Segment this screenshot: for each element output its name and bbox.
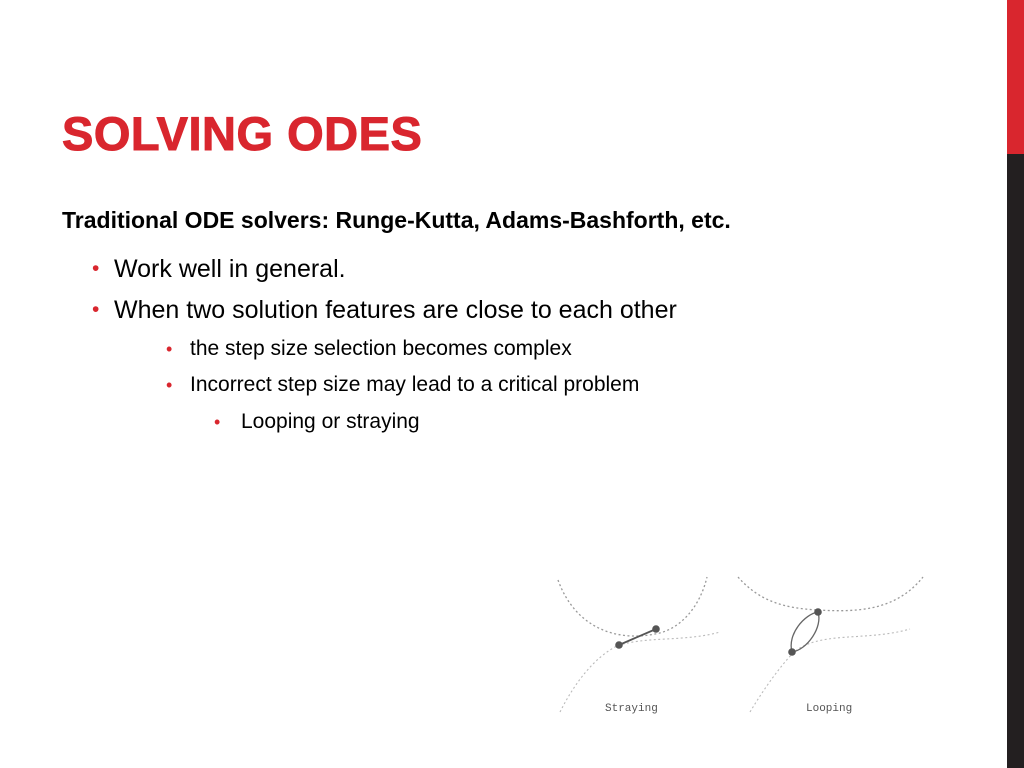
bullet-text: the step size selection becomes complex <box>190 337 572 360</box>
bullet-item <box>166 372 640 398</box>
looping-upper-curve <box>738 577 923 611</box>
bullet-dot: • <box>166 375 173 395</box>
bullet-dot: • <box>92 298 100 321</box>
bullet-dot: • <box>92 257 100 280</box>
accent-bar-dark <box>1007 154 1024 768</box>
straying-label: Straying <box>605 703 658 715</box>
accent-bar-red <box>1007 0 1024 154</box>
looping-start-point <box>788 648 796 656</box>
bullet-dot: • <box>214 412 221 432</box>
looping-diagram <box>738 577 923 715</box>
looping-lower-curve <box>750 629 910 712</box>
looping-end-point <box>814 608 822 616</box>
straying-step-segment <box>619 629 656 645</box>
lead-text: Traditional ODE solvers: Runge-Kutta, Adams-Bashforth, etc. <box>62 207 731 233</box>
looping-label: Looping <box>806 703 853 715</box>
bullet-dot: • <box>166 339 173 359</box>
bullet-item <box>214 409 420 435</box>
bullet-item <box>92 295 677 325</box>
straying-upper-curve <box>558 577 707 636</box>
bullet-text: Looping or straying <box>241 410 420 433</box>
slide-title: SOLVING ODES <box>62 107 423 160</box>
bullet-item <box>92 254 346 284</box>
straying-start-point <box>615 641 623 649</box>
bullet-item <box>166 336 572 362</box>
straying-diagram <box>558 577 720 715</box>
straying-lower-curve <box>560 632 720 712</box>
looping-loop-path <box>791 612 819 652</box>
bullet-text: When two solution features are close to each other <box>114 296 677 324</box>
bullet-text: Work well in general. <box>114 255 346 283</box>
bullet-text: Incorrect step size may lead to a critical problem <box>190 373 640 396</box>
straying-end-point <box>652 625 660 633</box>
straying-looping-figure <box>555 572 930 722</box>
